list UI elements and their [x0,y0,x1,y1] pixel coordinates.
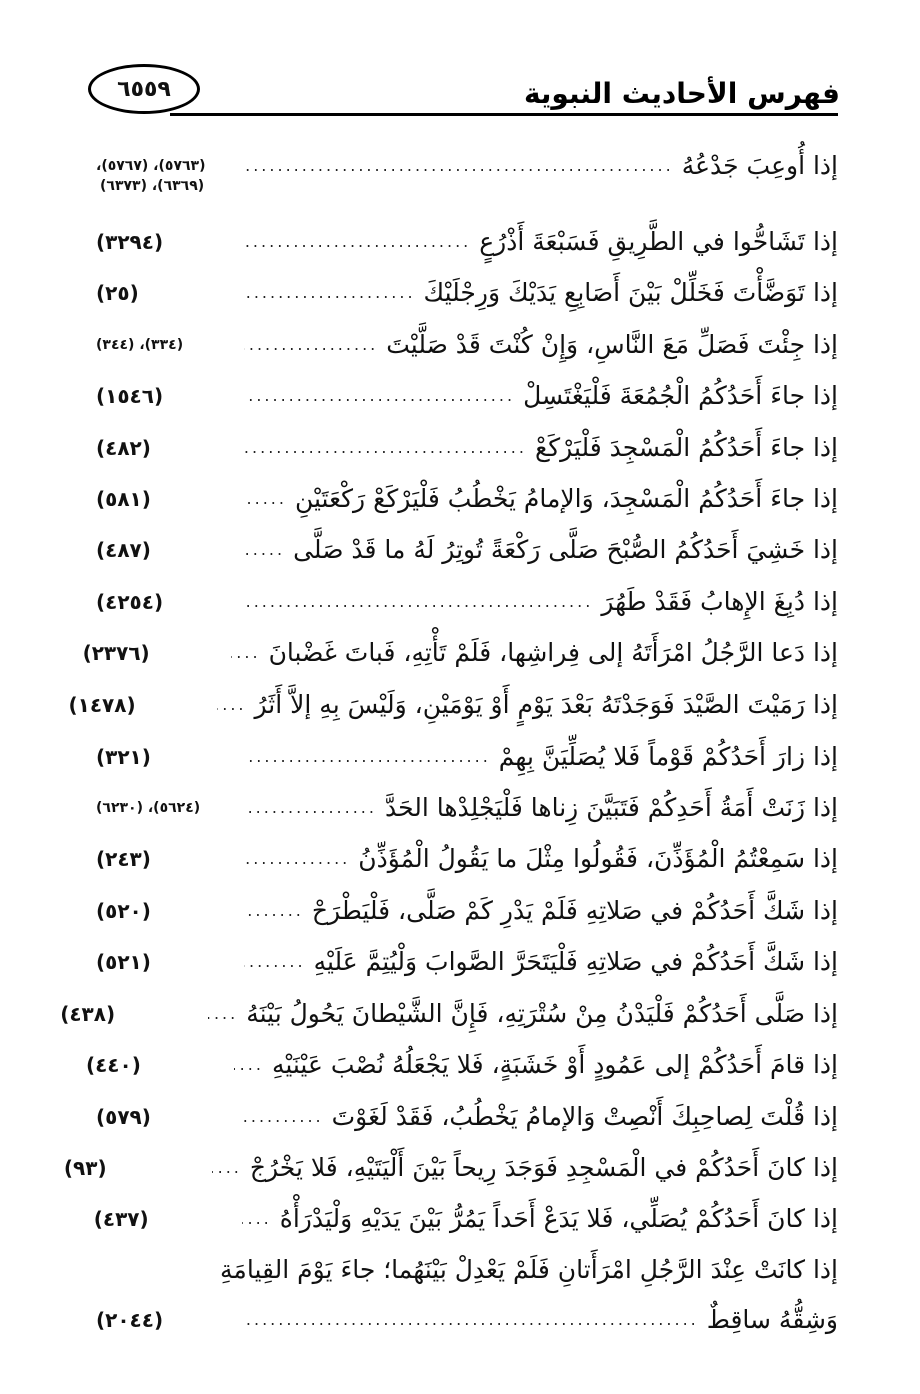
index-entry [96,582,838,622]
hadith-text: إذا دَعا الرَّجُلُ امْرَأَتَهُ إلى فِراشِها، فَلَمْ تَأْتِهِ، فَباتَ غَضْبانَ [268,638,838,667]
hadith-reference: (٣٣٤)، (٣٤٤) [96,337,184,353]
index-entry [60,994,838,1034]
running-title: فهرس الأحاديث النبوية [523,77,840,110]
hadith-text: إذا تَشَاحُّوا في الطَّرِيقِ فَسَبْعَةَ أَذْرُعٍ [479,227,838,256]
index-entry [96,428,838,468]
hadith-text: إذا جِئْتَ فَصَلِّ مَعَ النَّاسِ، وَإِنْ كُنْتَ قَدْ صَلَّيْتَ [386,330,838,359]
dot-leader [244,273,416,313]
hadith-text: إذا خَشِيَ أَحَدُكُمُ الصُّبْحَ صَلَّى رَكْعَةً تُوتِرُ لَهُ ما قَدْ صَلَّى [293,535,838,564]
page-number-frame [88,64,200,114]
index-entry [68,685,838,725]
dot-leader [208,994,238,1034]
hadith-reference: (٣٢٩٤) [96,230,164,254]
hadith-text: إذا جاءَ أَحَدُكُمُ الْجُمُعَةَ فَلْيَغْتَسِلْ [523,381,838,410]
index-entry [96,788,838,828]
hadith-text: إذا شَكَّ أَحَدُكُمْ في صَلاتِهِ فَلْيَتَحَرَّ الصَّوابَ وَلْيُتِمَّ عَلَيْهِ [313,947,838,976]
hadith-text: إذا رَمَيْتَ الصَّيْدَ فَوَجَدْتَهُ بَعْدَ يَوْمٍ أَوْ يَوْمَيْنِ، وَلَيْسَ بِهِ إلاَّ أَثَرُ [254,690,838,719]
hadith-reference: (٢٣٧٦) [82,641,150,665]
index-entry [96,479,838,519]
dot-leader [231,633,261,673]
hadith-reference: (٢٤٣) [96,847,151,871]
dot-leader [244,530,285,570]
hadith-text: إذا كانَتْ عِنْدَ الرَّجُلِ امْرَأَتانِ فَلَمْ يَعْدِلْ بَيْنَهُما؛ جاءَ يَوْمَ القِيامَةِ [220,1255,838,1284]
hadith-text: إذا جاءَ أَحَدُكُمُ الْمَسْجِدَ فَلْيَرْكَعْ [534,433,838,462]
dot-leader [244,1300,699,1340]
dot-leader [244,1097,324,1137]
index-entry [96,839,838,879]
dot-leader [234,1045,264,1085]
hadith-text: إذا صَلَّى أَحَدُكُمْ فَلْيَدْنُ مِنْ سُتْرَتِهِ، فَإِنَّ الشَّيْطانَ يَحُولُ بَيْنَهُ [246,999,838,1028]
index-entry [96,737,838,777]
hadith-reference: (١٤٧٨) [68,693,136,717]
hadith-text: إذا كانَ أَحَدُكُمْ في الْمَسْجِدِ فَوَجَدَ رِيحاً بَيْنَ أَلْيَتَيْهِ، فَلا يَخْرُجْ [249,1153,838,1182]
dot-leader [244,737,491,777]
page-number: ٦٥٥٩ [117,76,171,102]
index-entry [96,325,838,365]
dot-leader [212,1148,242,1188]
hadith-reference: (١٥٤٦) [96,384,164,408]
dot-leader [244,325,378,365]
dot-leader [217,685,247,725]
hadith-reference: (٤٣٨) [60,1002,116,1026]
dot-leader [244,376,515,416]
hadith-text: إذا قُلْتَ لِصاحِبِكَ أَنْصِتْ وَالإمامُ يَخْطُبُ، فَقَدْ لَغَوْتَ [331,1102,838,1131]
hadith-text: إذا زارَ أَحَدُكُمْ قَوْماً فَلا يُصَلِّيَنَّ بِهِمْ [498,742,838,771]
hadith-text: إذا زَنَتْ أَمَةُ أَحَدِكُمْ فَتَبَيَّنَ زِناها فَلْيَجْلِدْها الحَدَّ [384,793,838,822]
index-entry [93,1199,838,1239]
hadith-reference: (٤٨٧) [96,538,151,562]
hadith-text: إذا قامَ أَحَدُكُمْ إلى عَمُودٍ أَوْ خَشَبَةٍ، فَلا يَجْعَلُهُ نُصْبَ عَيْنَيْهِ [271,1050,838,1079]
hadith-reference: (٤٢٥٤) [96,590,164,614]
index-entry [96,273,838,313]
dot-leader [244,479,287,519]
hadith-text: إذا كانَ أَحَدُكُمْ يُصَلِّي، فَلا يَدَعْ أَحَداً يَمُرُّ بَيْنَ يَدَيْهِ وَلْيَدْرَأْهُ [279,1204,838,1233]
index-entry [96,376,838,416]
hadith-reference: (٢٠٤٤) [96,1308,164,1332]
dot-leader [244,942,306,982]
hadith-reference: (٥٢١) [96,950,151,974]
hadith-text: إذا جاءَ أَحَدُكُمُ الْمَسْجِدَ، وَالإمامُ يَخْطُبُ فَلْيَرْكَعْ رَكْعَتَيْنِ [294,484,838,513]
dot-leader [244,891,304,931]
hadith-reference: (٤٤٠) [85,1053,141,1077]
hadith-text: إذا تَوَضَّأْتَ فَخَلِّلْ بَيْنَ أَصَابِعِ يَدَيْكَ وَرِجْلَيْكَ [423,278,838,307]
hadith-reference: (٥٧٩) [96,1105,151,1129]
dot-leader [244,582,593,622]
hadith-reference: (٤٨٢) [96,436,151,460]
index-entry [96,1300,838,1340]
dot-leader [244,839,350,879]
hadith-text: إذا دُبِغَ الإِهابُ فَقَدْ طَهُرَ [601,587,838,616]
index-entry [96,891,838,931]
hadith-reference: (٥٧٦٣)، (٥٧٦٧)، [96,158,206,174]
header-rule [170,113,838,116]
dot-leader [244,428,527,468]
hadith-reference: (٥٦٢٤)، (٦٢٣٠) [96,800,201,816]
index-entry [63,1148,838,1188]
hadith-reference: (٥٢٠) [96,899,151,923]
index-entry [96,942,838,982]
index-entry [96,222,838,262]
hadith-reference: (٩٣) [63,1156,107,1180]
hadith-reference: (٣٢١) [96,745,151,769]
index-entry [82,633,838,673]
dot-leader [244,222,471,262]
hadith-reference: (٢٥) [96,281,139,305]
hadith-text: إذا أُوعِبَ جَدْعُهُ [681,151,838,180]
hadith-reference: (٥٨١) [96,487,151,511]
dot-leader [244,788,377,828]
index-entry [96,530,838,570]
index-entry [85,1045,838,1085]
index-entry [96,1097,838,1137]
hadith-reference: (٤٣٧) [93,1207,149,1231]
hadith-text-continued: وَشِقُّهُ ساقِطٌ [706,1305,838,1334]
hadith-reference-continued: (٦٣٦٩)، (٦٣٧٣) [100,178,205,194]
dot-leader [244,146,674,186]
hadith-text: إذا شَكَّ أَحَدُكُمْ في صَلاتِهِ فَلَمْ يَدْرِ كَمْ صَلَّى، فَلْيَطْرَحْ [311,896,838,925]
hadith-text: إذا سَمِعْتُمُ الْمُؤَذِّنَ، فَقُولُوا مِثْلَ ما يَقُولُ الْمُؤَذِّنُ [358,844,838,873]
dot-leader [242,1199,272,1239]
